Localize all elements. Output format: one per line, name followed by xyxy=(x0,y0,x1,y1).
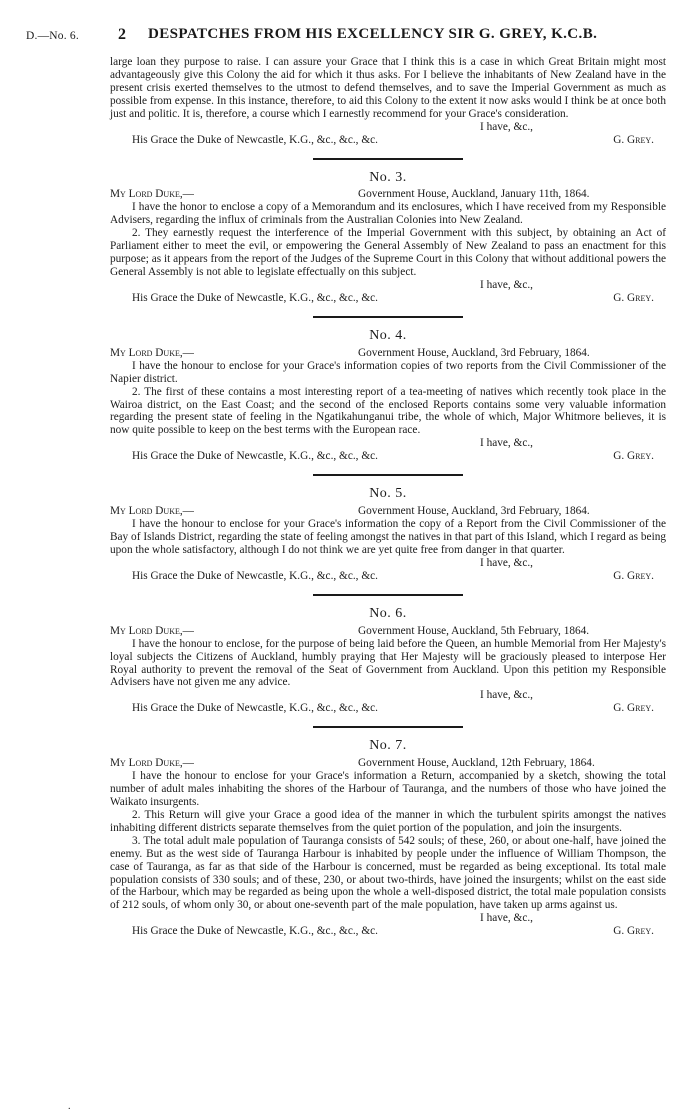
place-date: Government House, Auckland, 12th February, 1864. xyxy=(358,757,595,770)
section-divider xyxy=(313,474,463,476)
despatch-number: No. 3. xyxy=(369,169,407,185)
addressee: His Grace the Duke of Newcastle, K.G., &c., &c., &c. xyxy=(132,569,378,582)
body-paragraph: 2. They earnestly request the interference of the Imperial Government with this subject, by obtaining an Act of Parliament either to meet the evil, or empowering the General Assembly of New Zealand to pass an enactment for this purpose; as it appears from the report of the Judges of the Supreme Court in this Colony that without additional powers the General Assembly is not able to legislate effectually on this subject. xyxy=(110,227,666,278)
signature: G. Grey. xyxy=(613,291,654,304)
signature: G. Grey. xyxy=(613,569,654,582)
despatch-number: No. 4. xyxy=(369,327,407,343)
body-paragraph: I have the honour to enclose, for the purpose of being laid before the Queen, an humble Memorial from Her Majesty's loyal subjects the Citizens of Auckland, humbly praying that Her Majesty will be graciously pleased to interpose Her Royal authority to prevent the removal of the Seat of Government from Auckland. Upon this petition my Responsible Advisers have not given me any advice. xyxy=(110,637,666,689)
place-date: Government House, Auckland, 5th February, 1864. xyxy=(358,624,590,637)
body-paragraph: large loan they purpose to raise. I can assure your Grace that I think this is a case in which Great Britain might most advantageously give this Colony the aid for which it thus asks. For I believe the inhabitants of New Zealand have in the present crisis exerted themselves to the utmost to defend themselves, and to save the Imperial Government as much as possible from expense. In this instance, therefore, to aid this Colony to the extent it now asks would I think be at once both just and politic. It is, therefore, a course which I earnestly recommend for your Grace's consideration. xyxy=(110,56,666,120)
despatch-no-6 xyxy=(110,605,666,716)
place-date: Government House, Auckland, 3rd February, 1864. xyxy=(358,505,590,518)
place-date: Government House, Auckland, January 11th, 1864. xyxy=(358,188,590,201)
despatch-number: No. 5. xyxy=(369,486,407,502)
addressee: His Grace the Duke of Newcastle, K.G., &c., &c., &c. xyxy=(132,925,378,938)
addressee: His Grace the Duke of Newcastle, K.G., &c., &c., &c. xyxy=(132,702,378,715)
closing-formula: I have, &c., xyxy=(480,912,534,925)
closing-formula: I have, &c., xyxy=(480,278,534,291)
signature: G. Grey. xyxy=(613,450,654,463)
salutation: My Lord Duke,— xyxy=(110,624,194,637)
page-mark: . xyxy=(68,1101,71,1112)
salutation: My Lord Duke,— xyxy=(110,757,194,770)
section-divider xyxy=(313,316,463,318)
section-divider xyxy=(313,726,463,728)
closing-formula: I have, &c., xyxy=(480,120,534,133)
despatch-continuation xyxy=(110,56,666,147)
despatch-no-3 xyxy=(110,169,666,305)
addressee: His Grace the Duke of Newcastle, K.G., &c., &c., &c. xyxy=(132,450,378,463)
page-body xyxy=(110,56,666,938)
despatch-no-5 xyxy=(110,488,666,583)
closing-formula: I have, &c., xyxy=(480,556,534,569)
salutation: My Lord Duke,— xyxy=(110,505,194,518)
signature: G. Grey. xyxy=(613,133,654,146)
body-paragraph: 2. This Return will give your Grace a good idea of the manner in which the turbulent spirits amongst the natives inhabiting different districts separate themselves from the quiet portion of the population, and join the insurgents. xyxy=(110,809,666,834)
body-paragraph: 2. The first of these contains a most interesting report of a tea-meeting of natives which recently took place in the Wairoa district, on the East Coast; and the second of the enclosed Reports contains some very valuable information regarding the present state of feeling in the Ngatikahunganui tribe, the whole of which, Major Whitmore believes, it is now quite possible to keep on the best terms with the European race. xyxy=(110,385,666,437)
section-divider xyxy=(313,594,463,596)
body-paragraph: I have the honour to enclose for your Grace's information a Return, accompanied by a sketch, showing the total number of adult males inhabiting the shores of the Harbour of Tauranga, and the numbers of those who have joined the Waikato insurgents. xyxy=(110,770,666,809)
body-paragraph: I have the honor to enclose a copy of a Memorandum and its enclosures, which I have received from my Responsible Advisers, regarding the influx of criminals from the Australian Colonies into New Zealand. xyxy=(110,201,666,227)
page-number: 2 xyxy=(118,26,126,43)
signature: G. Grey. xyxy=(613,702,654,715)
page-title: DESPATCHES FROM HIS EXCELLENCY SIR G. GREY, K.C.B. xyxy=(148,26,598,42)
salutation: My Lord Duke,— xyxy=(110,346,194,359)
despatch-number: No. 6. xyxy=(369,605,407,621)
closing-formula: I have, &c., xyxy=(480,689,534,702)
page-header xyxy=(0,26,700,50)
body-paragraph: I have the honour to enclose for your Grace's information the copy of a Report from the Civil Commissioner of the Bay of Islands District, regarding the state of feeling amongst the natives in that part of this Island, which I regard as being upon the whole satisfactory, although I do not think we are yet quite free from danger in that quarter. xyxy=(110,518,666,556)
despatch-no-7 xyxy=(110,740,666,938)
despatch-no-4 xyxy=(110,327,666,463)
document-reference: D.—No. 6. xyxy=(26,30,79,42)
addressee: His Grace the Duke of Newcastle, K.G., &c., &c., &c. xyxy=(132,291,378,304)
place-date: Government House, Auckland, 3rd February, 1864. xyxy=(358,346,590,359)
signature: G. Grey. xyxy=(613,925,654,938)
body-paragraph: 3. The total adult male population of Tauranga consists of 542 souls; of these, 260, or about one-half, have joined the enemy. But as the west side of Tauranga Harbour is inhabited by people under the influence of William Thompson, the case of Tauranga, as far as that side of the Harbour is concerned, must be regarded as being exceptional. Its total male population consists of 330 souls; and of these, 230, or about two-thirds, have joined the insurgents; whilst on the east side of the Harbour, which may be regarded as being upon the whole a well-disposed district, the total male population consists of 212 souls, of whom only 30, or about one-seventh part of the male population, have taken up arms against us. xyxy=(110,834,666,912)
body-paragraph: I have the honour to enclose for your Grace's information copies of two reports from the Civil Commissioner of the Napier district. xyxy=(110,359,666,385)
despatch-number: No. 7. xyxy=(369,738,407,754)
section-divider xyxy=(313,158,463,160)
closing-formula: I have, &c., xyxy=(480,437,534,450)
salutation: My Lord Duke,— xyxy=(110,188,194,201)
addressee: His Grace the Duke of Newcastle, K.G., &c., &c., &c. xyxy=(132,133,378,146)
